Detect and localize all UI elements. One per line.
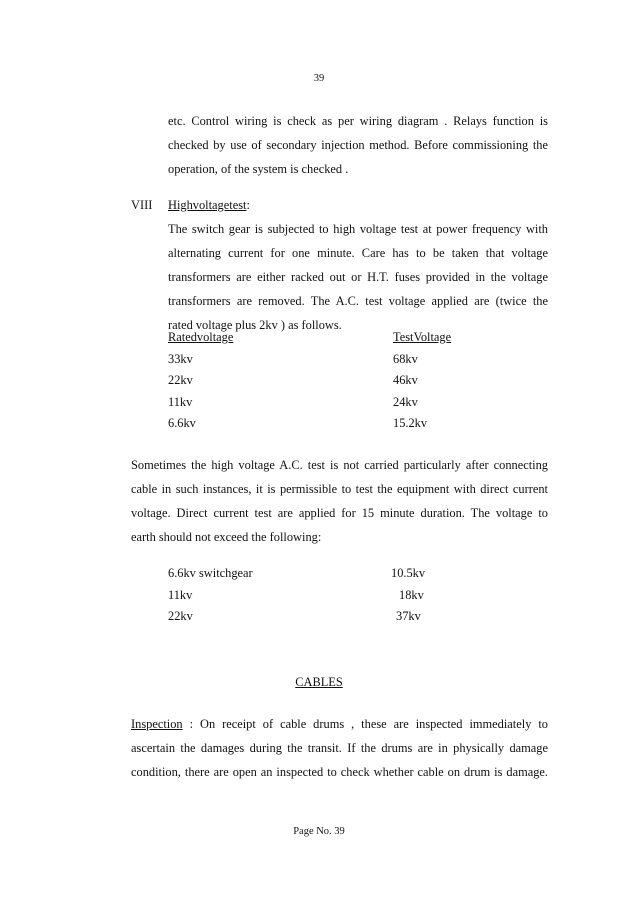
page-footer: Page No. 39 xyxy=(293,826,345,837)
text-line: The switch gear is subjected to high voltage test at power frequency with xyxy=(168,222,548,236)
table-cell-rated: 6.6kv xyxy=(168,416,196,430)
table-header-test: TestVoltage xyxy=(393,330,452,344)
table-cell-rated: 33kv xyxy=(168,352,193,366)
section-heading xyxy=(168,193,250,217)
table-cell-test: 15.2kv xyxy=(393,416,428,430)
section-number: VIII xyxy=(131,198,153,212)
text-line: earth should not exceed the following: xyxy=(131,530,322,544)
text-line: rated voltage plus 2kv ) as follows. xyxy=(168,318,342,332)
text-line: operation, of the system is checked . xyxy=(168,162,349,176)
table-cell-rated: 11kv xyxy=(168,395,193,409)
dc-table-value: 37kv xyxy=(396,609,421,623)
inspection-label: Inspection xyxy=(131,717,183,731)
section-viii-paragraph xyxy=(168,217,548,337)
table-header-rated: Ratedvoltage xyxy=(168,330,234,344)
section-heading-colon: : xyxy=(246,198,250,212)
dc-table-item: 6.6kv switchgear xyxy=(168,566,253,580)
text-line: checked by use of secondary injection method. Before commissioning the xyxy=(168,138,548,152)
text-line: transformers are removed. The A.C. test voltage applied are (twice the xyxy=(168,294,548,308)
text-line: transformers are either racked out or H.T. fuses provided in the voltage xyxy=(168,270,548,284)
text-line: voltage. Direct current test are applied for 15 minute duration. The voltage to xyxy=(131,506,548,520)
cables-heading-text: CABLES xyxy=(295,675,343,689)
dc-test-paragraph xyxy=(131,453,548,549)
page-number-top: 39 xyxy=(313,73,325,84)
cables-heading xyxy=(0,670,638,694)
intro-paragraph xyxy=(168,109,548,181)
inspection-paragraph xyxy=(131,712,548,784)
text-line: cable in such instances, it is permissible to test the equipment with direct current xyxy=(131,482,548,496)
table-cell-test: 46kv xyxy=(393,373,418,387)
table-cell-rated: 22kv xyxy=(168,373,193,387)
dc-table-value: 10.5kv xyxy=(391,566,426,580)
table-cell-test: 24kv xyxy=(393,395,418,409)
text-line: ascertain the damages during the transit. If the drums are in physically damage xyxy=(131,741,548,755)
inspection-text: : On receipt of cable drums , these are inspected immediately to xyxy=(182,717,548,731)
dc-table-item: 22kv xyxy=(168,609,193,623)
dc-table-value: 18kv xyxy=(399,588,424,602)
text-line: alternating current for one minute. Care has to be taken that voltage xyxy=(168,246,548,260)
text-line: etc. Control wiring is check as per wiring diagram . Relays function is xyxy=(168,114,548,128)
text-line xyxy=(131,712,548,736)
table-cell-test: 68kv xyxy=(393,352,418,366)
text-line: Sometimes the high voltage A.C. test is not carried particularly after connecting xyxy=(131,458,548,472)
text-line: condition, there are open an inspected to check whether cable on drum is damage. xyxy=(131,765,548,779)
section-heading-text: Highvoltagetest xyxy=(168,198,247,212)
dc-table-item: 11kv xyxy=(168,588,193,602)
